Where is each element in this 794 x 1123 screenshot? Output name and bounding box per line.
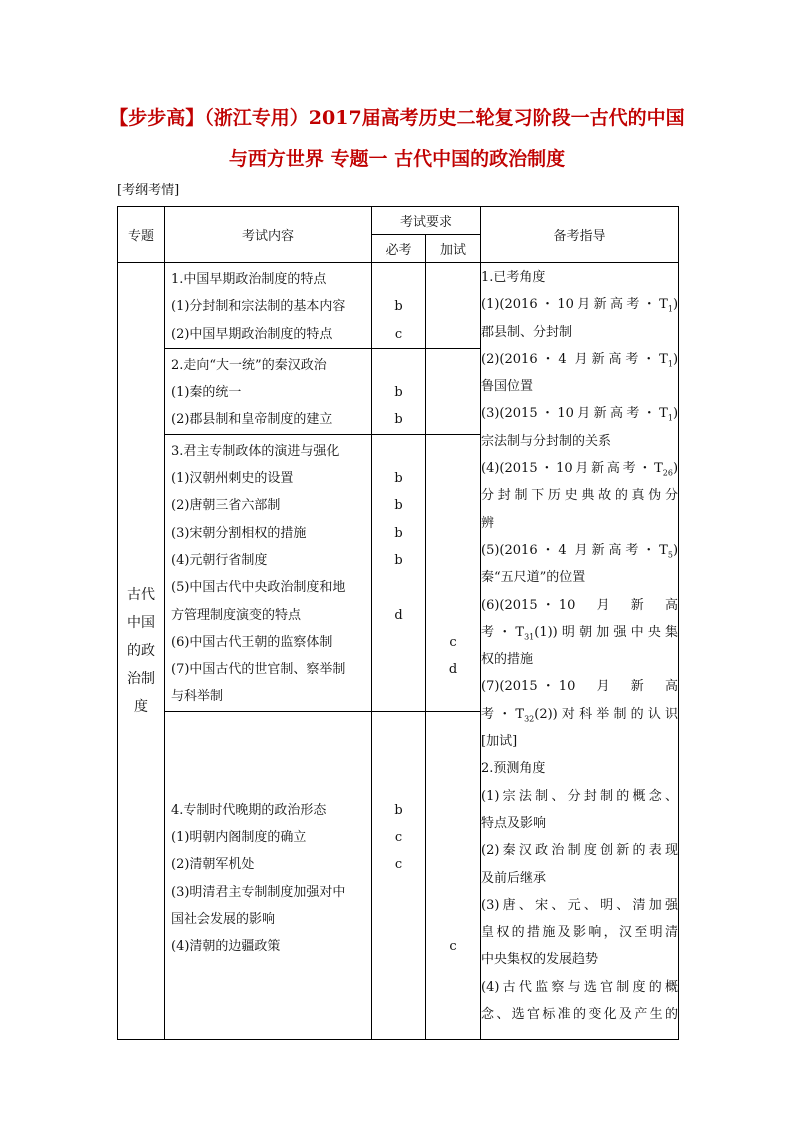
additional-value xyxy=(426,379,480,406)
compulsory-value xyxy=(372,906,425,933)
content-line: 方管理制度演变的特点 xyxy=(171,607,302,623)
compulsory-value xyxy=(372,683,425,710)
additional-value xyxy=(426,520,480,547)
content-line: (3)明清君主专制制度加强对中 xyxy=(171,884,346,900)
guide-line: 权的措施 xyxy=(481,652,534,668)
additional-value xyxy=(426,879,480,906)
document-title-line-2: 与西方世界 专题一 古代中国的政治制度 xyxy=(228,148,566,170)
content-line: (2)中国早期政治制度的特点 xyxy=(171,326,333,342)
content-line xyxy=(171,715,371,742)
additional-group-4 xyxy=(426,711,481,1039)
content-line: (1)分封制和宗法制的基本内容 xyxy=(171,299,346,315)
content-line: (1)明朝内阁制度的确立 xyxy=(171,829,307,845)
content-line: 4.专制时代晚期的政治形态 xyxy=(171,802,327,818)
additional-value xyxy=(426,683,480,710)
additional-value: d xyxy=(448,662,458,678)
header-guide: 备考指导 xyxy=(481,207,679,263)
guide-line: 念、选官标准的变化及产生的 xyxy=(481,1007,679,1023)
content-group-4 xyxy=(165,711,372,1039)
compulsory-value xyxy=(372,879,425,906)
document-title-line-1: 【步步高】（浙江专用）2017届高考历史二轮复习阶段一古代的中国 xyxy=(109,107,685,129)
compulsory-value: b xyxy=(394,299,403,315)
compulsory-value: b xyxy=(394,552,403,568)
guide-line: 及前后继承 xyxy=(481,870,547,886)
additional-value xyxy=(426,321,480,348)
guide-line: (7)(2015・10 月 新 高 xyxy=(481,679,679,695)
header-content: 考试内容 xyxy=(165,207,372,263)
topic-cell xyxy=(118,263,165,1040)
additional-value xyxy=(426,547,480,574)
additional-group-1 xyxy=(426,263,481,349)
content-line: (4)元朝行省制度 xyxy=(171,552,268,568)
topic-line: 古代 xyxy=(127,586,155,603)
content-line: 与科举制 xyxy=(171,689,224,705)
guide-line: 考・$T_{32}(2)$)对科举制的认识 xyxy=(481,706,679,724)
compulsory-value xyxy=(372,629,425,656)
guide-line: 中央集权的发展趋势 xyxy=(481,952,599,968)
content-line: (6)中国古代王朝的监察体制 xyxy=(171,634,333,650)
content-line: (2)唐朝三省六部制 xyxy=(171,498,281,514)
guide-line: (6)(2015・10 月 新 高 xyxy=(481,597,679,613)
topic-line: 治制 xyxy=(127,670,155,687)
content-line: (5)中国古代中央政治制度和地 xyxy=(171,580,346,596)
section-label: [考纲考情] xyxy=(117,183,180,198)
compulsory-value: d xyxy=(394,607,403,623)
content-line: 国社会发展的影响 xyxy=(171,911,276,927)
compulsory-value: b xyxy=(394,525,403,541)
guide-line: (2)秦汉政治制度创新的表现 xyxy=(481,843,679,859)
topic-line: 中国 xyxy=(127,614,155,631)
compulsory-value xyxy=(372,933,425,960)
guide-line: [加试] xyxy=(481,734,518,750)
compulsory-value xyxy=(372,715,425,742)
compulsory-group-4 xyxy=(372,711,426,1039)
additional-value xyxy=(426,438,480,465)
compulsory-value xyxy=(372,656,425,683)
compulsory-group-2 xyxy=(372,348,426,434)
compulsory-value: c xyxy=(394,326,403,342)
content-line: (7)中国古代的世官制、察举制 xyxy=(171,662,346,678)
guide-line: 鲁国位置 xyxy=(481,379,534,395)
content-group-3 xyxy=(165,434,372,711)
compulsory-value: b xyxy=(394,802,403,818)
additional-value xyxy=(426,797,480,824)
syllabus-table xyxy=(117,206,679,1040)
compulsory-value: c xyxy=(394,857,403,873)
content-line: (2)清朝军机处 xyxy=(171,857,255,873)
additional-value xyxy=(426,715,480,742)
guide-line: 特点及影响 xyxy=(481,815,547,831)
guide-line: (2)(2016・4 月新高考・$T_1$) xyxy=(481,351,679,369)
content-group-1 xyxy=(165,263,372,349)
compulsory-value xyxy=(372,742,425,769)
content-line: 3.君主专制政体的演进与强化 xyxy=(171,443,340,459)
compulsory-value xyxy=(372,769,425,796)
compulsory-value: b xyxy=(394,412,403,428)
additional-group-3 xyxy=(426,434,481,711)
additional-value xyxy=(426,406,480,433)
guide-line: (3)(2015・10月新高考・$T_1$) xyxy=(481,406,679,424)
additional-value xyxy=(426,293,480,320)
compulsory-group-3 xyxy=(372,434,426,711)
additional-group-2 xyxy=(426,348,481,434)
additional-value xyxy=(426,906,480,933)
additional-value xyxy=(426,851,480,878)
guide-line: (1)(2016・10月新高考・$T_1$) xyxy=(481,297,679,314)
content-line: (4)清朝的边疆政策 xyxy=(171,939,281,955)
compulsory-value xyxy=(372,438,425,465)
guide-line: 郡县制、分封制 xyxy=(481,324,573,340)
additional-value: c xyxy=(449,634,457,650)
compulsory-value: b xyxy=(394,498,403,514)
topic-line: 度 xyxy=(134,698,148,715)
header-topic: 专题 xyxy=(118,207,165,263)
additional-value xyxy=(426,492,480,519)
guide-line: 宗法制与分封制的关系 xyxy=(481,433,612,449)
guide-line: (4)古代监察与选官制度的概 xyxy=(481,979,679,995)
guide-line: 辨 xyxy=(481,515,495,531)
compulsory-group-1 xyxy=(372,263,426,349)
content-line: (3)宋朝分割相权的措施 xyxy=(171,525,307,541)
guide-line: 1.已考角度 xyxy=(481,270,546,285)
additional-value xyxy=(426,769,480,796)
compulsory-value: c xyxy=(394,829,403,845)
guide-line: (1)宗法制、分封制的概念、 xyxy=(481,788,679,804)
content-line: (1)秦的统一 xyxy=(171,385,242,401)
content-line xyxy=(171,742,371,769)
guide-line: (5)(2016・4 月新高考・$T_5$) xyxy=(481,542,679,560)
header-compulsory: 必考 xyxy=(372,235,426,263)
guide-line: 皇权的措施及影响，汉至明清 xyxy=(481,925,679,941)
topic-line: 的政 xyxy=(127,642,155,659)
guide-line: 考・$T_{31}(1)$)明朝加强中央集 xyxy=(481,624,679,642)
additional-value xyxy=(426,602,480,629)
compulsory-value xyxy=(372,266,425,293)
compulsory-value xyxy=(372,574,425,601)
additional-value xyxy=(426,266,480,293)
compulsory-value: b xyxy=(394,385,403,401)
guide-line: (3)唐、宋、元、明、清加强 xyxy=(481,897,679,913)
additional-value xyxy=(426,824,480,851)
guide-line: 2.预测角度 xyxy=(481,761,546,777)
additional-value xyxy=(426,465,480,492)
compulsory-value: b xyxy=(394,471,403,487)
guide-line: (4)(2015・10月新高考・$T_{26}$) xyxy=(481,461,679,478)
guide-cell xyxy=(481,263,679,1040)
additional-value: c xyxy=(449,939,457,955)
guide-line: 分封制下历史典故的真伪分 xyxy=(481,488,679,504)
content-line xyxy=(171,769,371,796)
content-line: (1)汉朝州刺史的设置 xyxy=(171,471,294,487)
content-group-2 xyxy=(165,348,372,434)
content-line: 1.中国早期政治制度的特点 xyxy=(171,272,327,287)
guide-line: 秦“五尺道”的位置 xyxy=(481,570,586,586)
header-additional: 加试 xyxy=(426,235,481,263)
compulsory-value xyxy=(372,352,425,379)
additional-value xyxy=(426,742,480,769)
content-line: (2)郡县制和皇帝制度的建立 xyxy=(171,412,333,428)
additional-value xyxy=(426,574,480,601)
header-requirement: 考试要求 xyxy=(372,207,481,235)
additional-value xyxy=(426,352,480,379)
content-line: 2.走向“大一统”的秦汉政治 xyxy=(171,357,327,373)
